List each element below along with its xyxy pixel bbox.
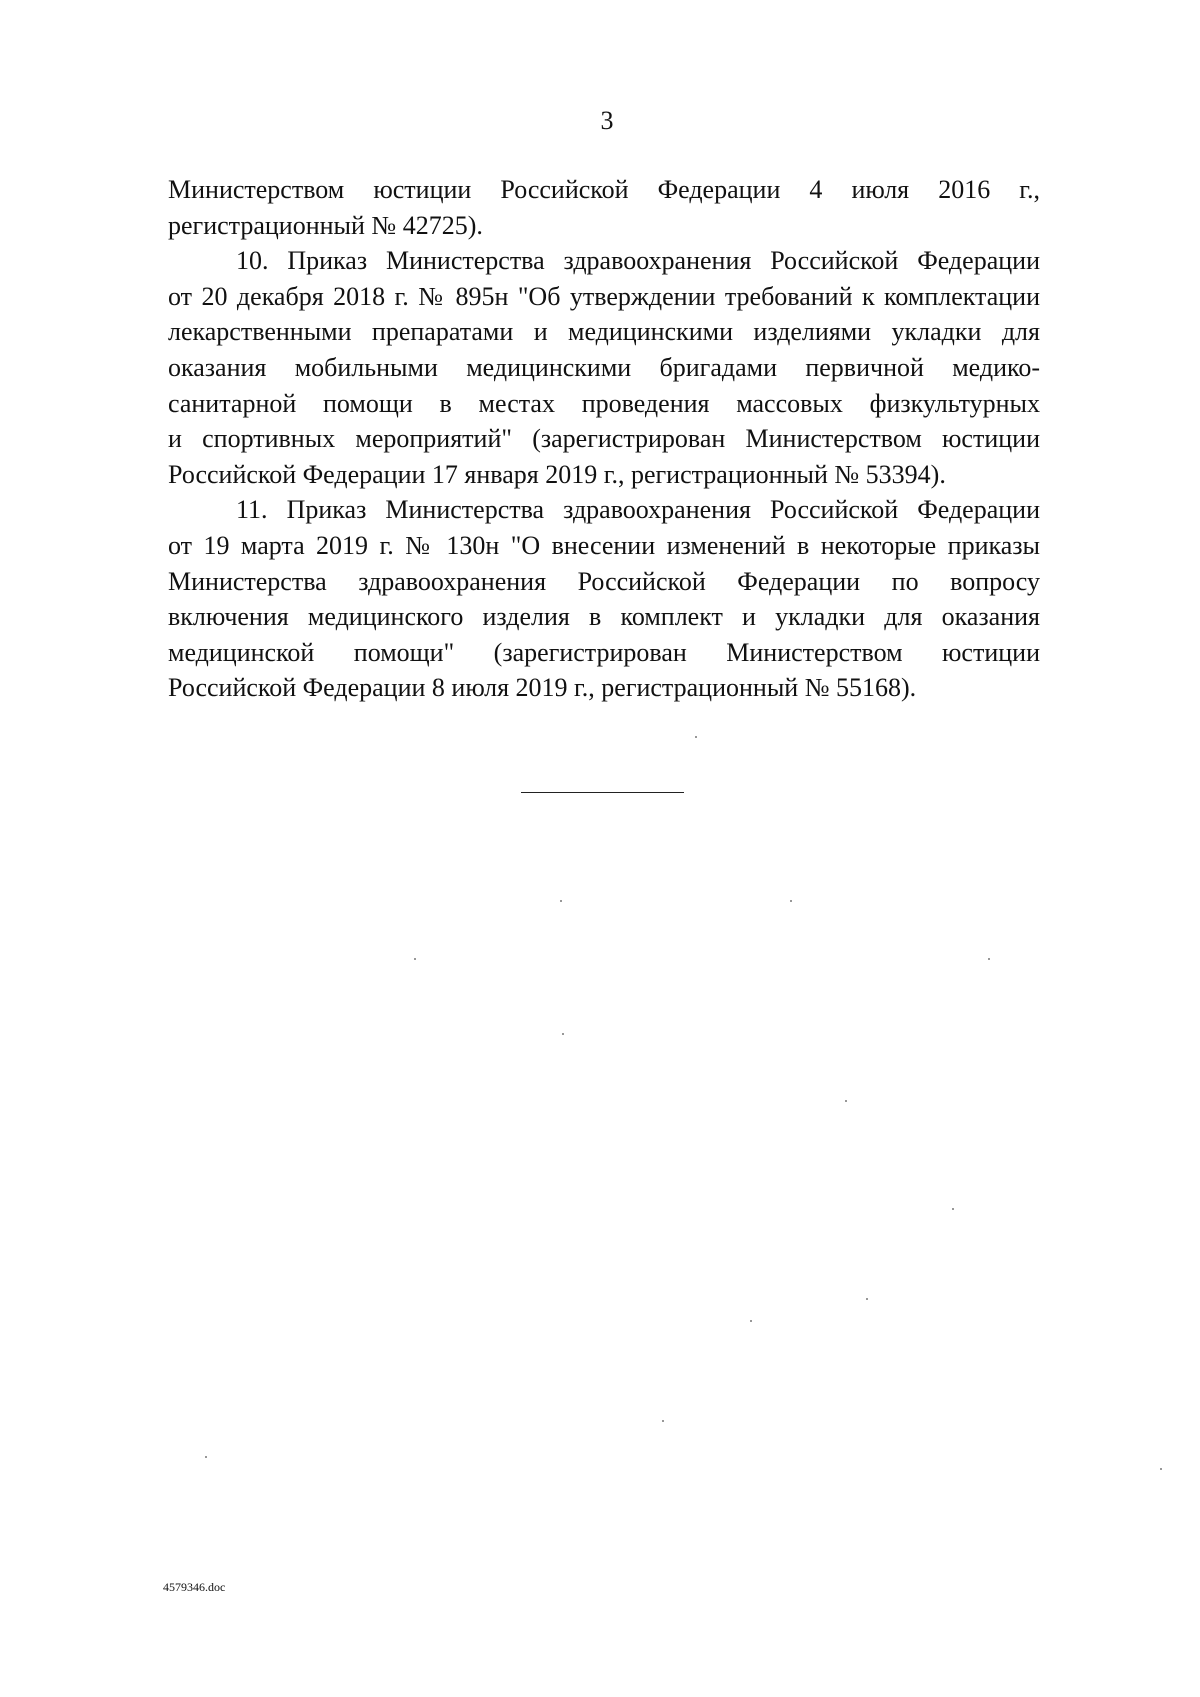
text-line: санитарной помощи в местах проведения массовых физкультурных [168, 388, 1040, 418]
text-line: Министерства здравоохранения Российской Федерации по вопросу [168, 566, 1040, 596]
text-line: 10. Приказ Министерства здравоохранения Российской Федерации [236, 246, 1040, 276]
text-line: регистрационный № 42725). [168, 210, 483, 240]
scan-speck [1160, 1468, 1162, 1470]
text-line: лекарственными препаратами и медицинскими изделиями укладки для [168, 317, 1040, 347]
text-line: Российской Федерации 8 июля 2019 г., регистрационный № 55168). [168, 673, 917, 703]
scan-speck [562, 1033, 564, 1035]
scan-speck [952, 1208, 954, 1210]
text-line: включения медицинского изделия в комплект и укладки для оказания [168, 602, 1040, 632]
scan-speck [866, 1298, 868, 1300]
text-line: Министерством юстиции Российской Федерации 4 июля 2016 г., [168, 175, 1040, 204]
scan-speck [560, 900, 562, 902]
scan-speck [662, 1420, 664, 1422]
scan-speck [790, 900, 792, 902]
text-line: медицинской помощи" (зарегистрирован Министерством юстиции [168, 637, 1040, 667]
paragraph [168, 172, 1040, 243]
text-line: от 19 марта 2019 г. № 130н "О внесении изменений в некоторые приказы [168, 530, 1040, 560]
text-line: 11. Приказ Министерства здравоохранения Российской Федерации [236, 495, 1040, 525]
file-name-footer: 4579346.doc [163, 1580, 226, 1594]
end-separator-line [521, 792, 684, 793]
scan-speck [845, 1100, 847, 1102]
text-line: оказания мобильными медицинскими бригадами первичной медико- [168, 352, 1040, 382]
text-line: от 20 декабря 2018 г. № 895н "Об утверждении требований к комплектации [168, 281, 1040, 311]
document-body [168, 172, 1040, 706]
page-number: 3 [600, 106, 614, 135]
scan-speck [750, 1320, 752, 1322]
text-line: Российской Федерации 17 января 2019 г., регистрационный № 53394). [168, 459, 946, 489]
text-line: и спортивных мероприятий" (зарегистрирован Министерством юстиции [168, 424, 1040, 454]
paragraph [168, 243, 1040, 492]
scan-speck [414, 958, 416, 960]
scan-speck [205, 1456, 207, 1458]
scan-speck [988, 958, 990, 960]
scan-speck [695, 736, 697, 738]
paragraph [168, 492, 1040, 706]
